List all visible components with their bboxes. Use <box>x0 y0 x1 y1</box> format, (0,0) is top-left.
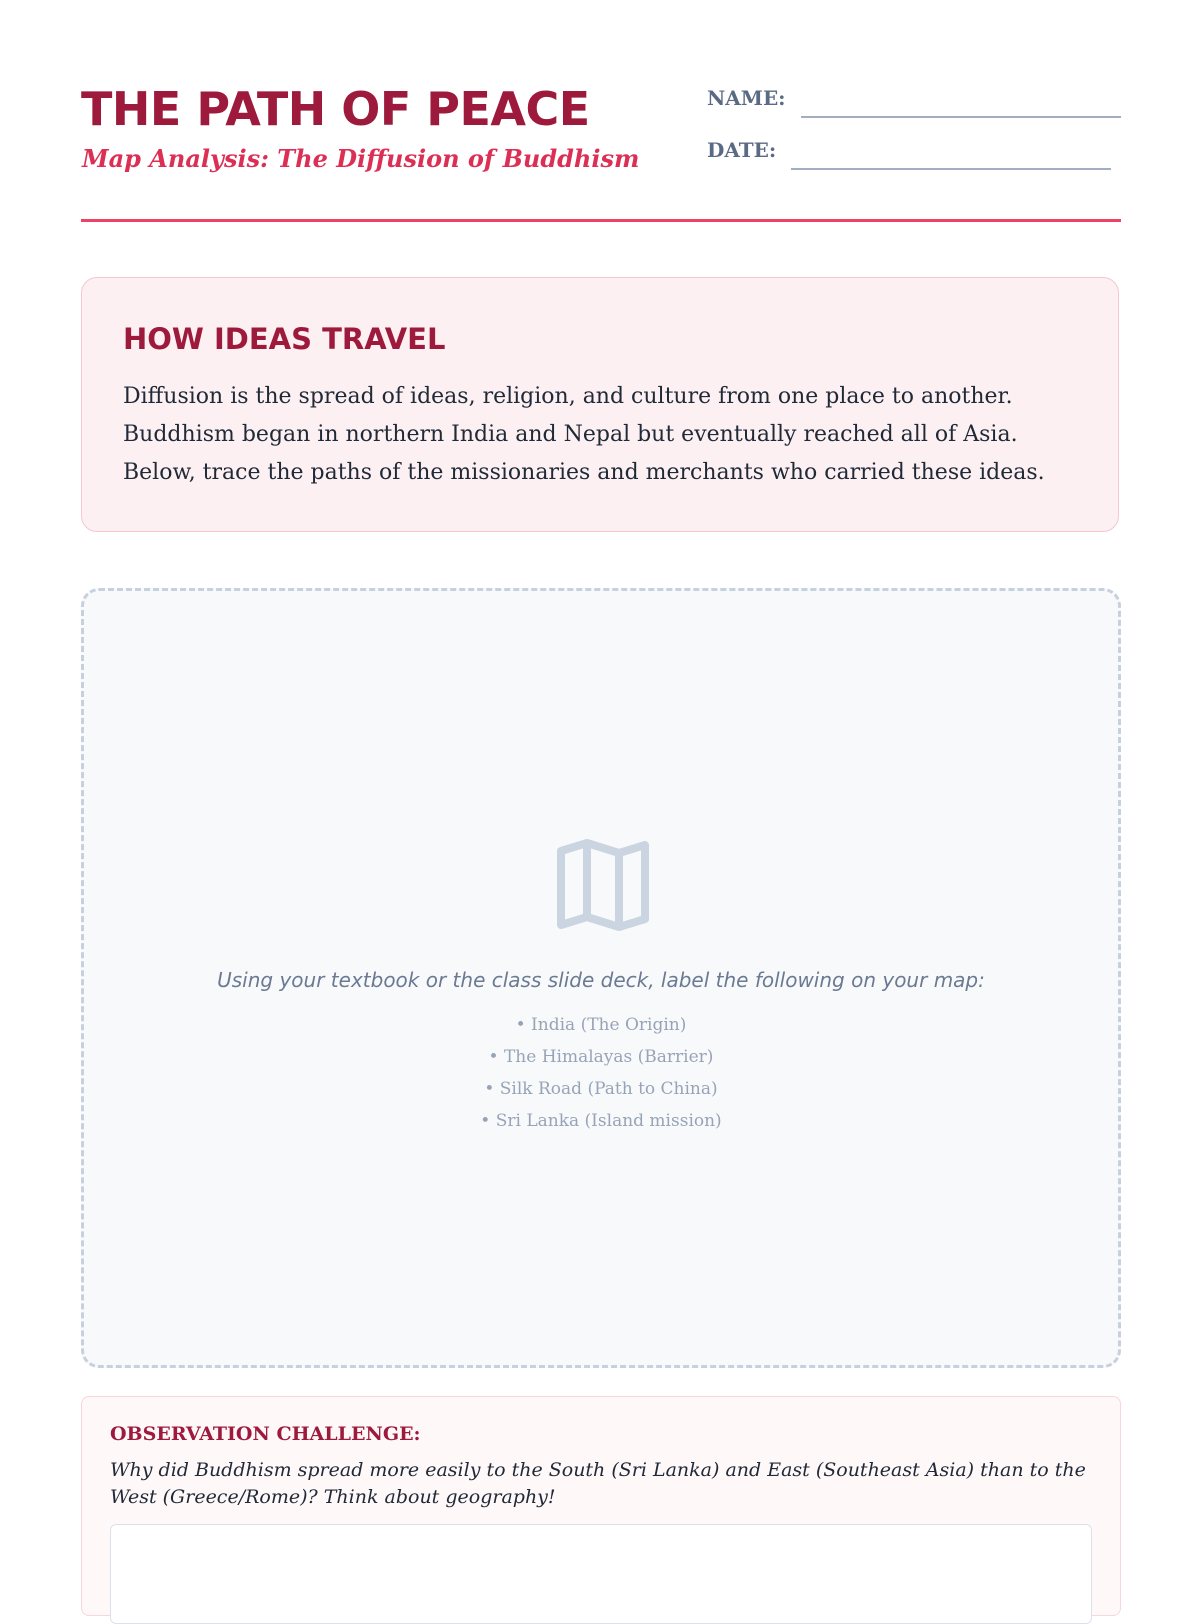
worksheet-header <box>81 78 1121 188</box>
header-divider <box>81 219 1121 222</box>
map-drawing-area[interactable] <box>81 588 1121 1368</box>
map-label-list <box>84 1009 1118 1137</box>
map-label-item: • Sri Lanka (Island mission) <box>480 1111 722 1131</box>
date-line[interactable] <box>791 168 1111 170</box>
intro-heading: HOW IDEAS TRAVEL <box>123 322 446 356</box>
map-icon <box>555 839 651 931</box>
page-subtitle: Map Analysis: The Diffusion of Buddhism <box>82 144 640 173</box>
page-title: THE PATH OF PEACE <box>81 82 590 136</box>
intro-box <box>81 277 1119 532</box>
map-label-item: • Silk Road (Path to China) <box>484 1079 718 1099</box>
date-field[interactable] <box>707 136 1111 166</box>
map-label-item: • The Himalayas (Barrier) <box>488 1047 714 1067</box>
intro-text <box>123 378 1103 492</box>
name-field[interactable] <box>707 84 1121 114</box>
name-label: NAME: <box>707 86 786 110</box>
observation-heading: OBSERVATION CHALLENGE: <box>110 1423 421 1445</box>
observation-challenge <box>81 1396 1121 1616</box>
name-line[interactable] <box>801 116 1121 118</box>
date-label: DATE: <box>707 138 777 162</box>
observation-answer-box[interactable] <box>110 1524 1092 1624</box>
map-label-item: • India (The Origin) <box>515 1015 687 1035</box>
map-instruction: Using your textbook or the class slide deck, label the following on your map: <box>217 968 985 992</box>
intro-line: Buddhism began in northern India and Nepal but eventually reached all of Asia. <box>123 422 1018 447</box>
intro-line: Below, trace the paths of the missionaries and merchants who carried these ideas. <box>123 460 1045 485</box>
intro-line: Diffusion is the spread of ideas, religion, and culture from one place to another. <box>123 384 1013 409</box>
observation-question: Why did Buddhism spread more easily to the South (Sri Lanka) and East (Southeast Asia) than to the West (Greece/Rome)? Think about geography! <box>110 1459 1086 1508</box>
